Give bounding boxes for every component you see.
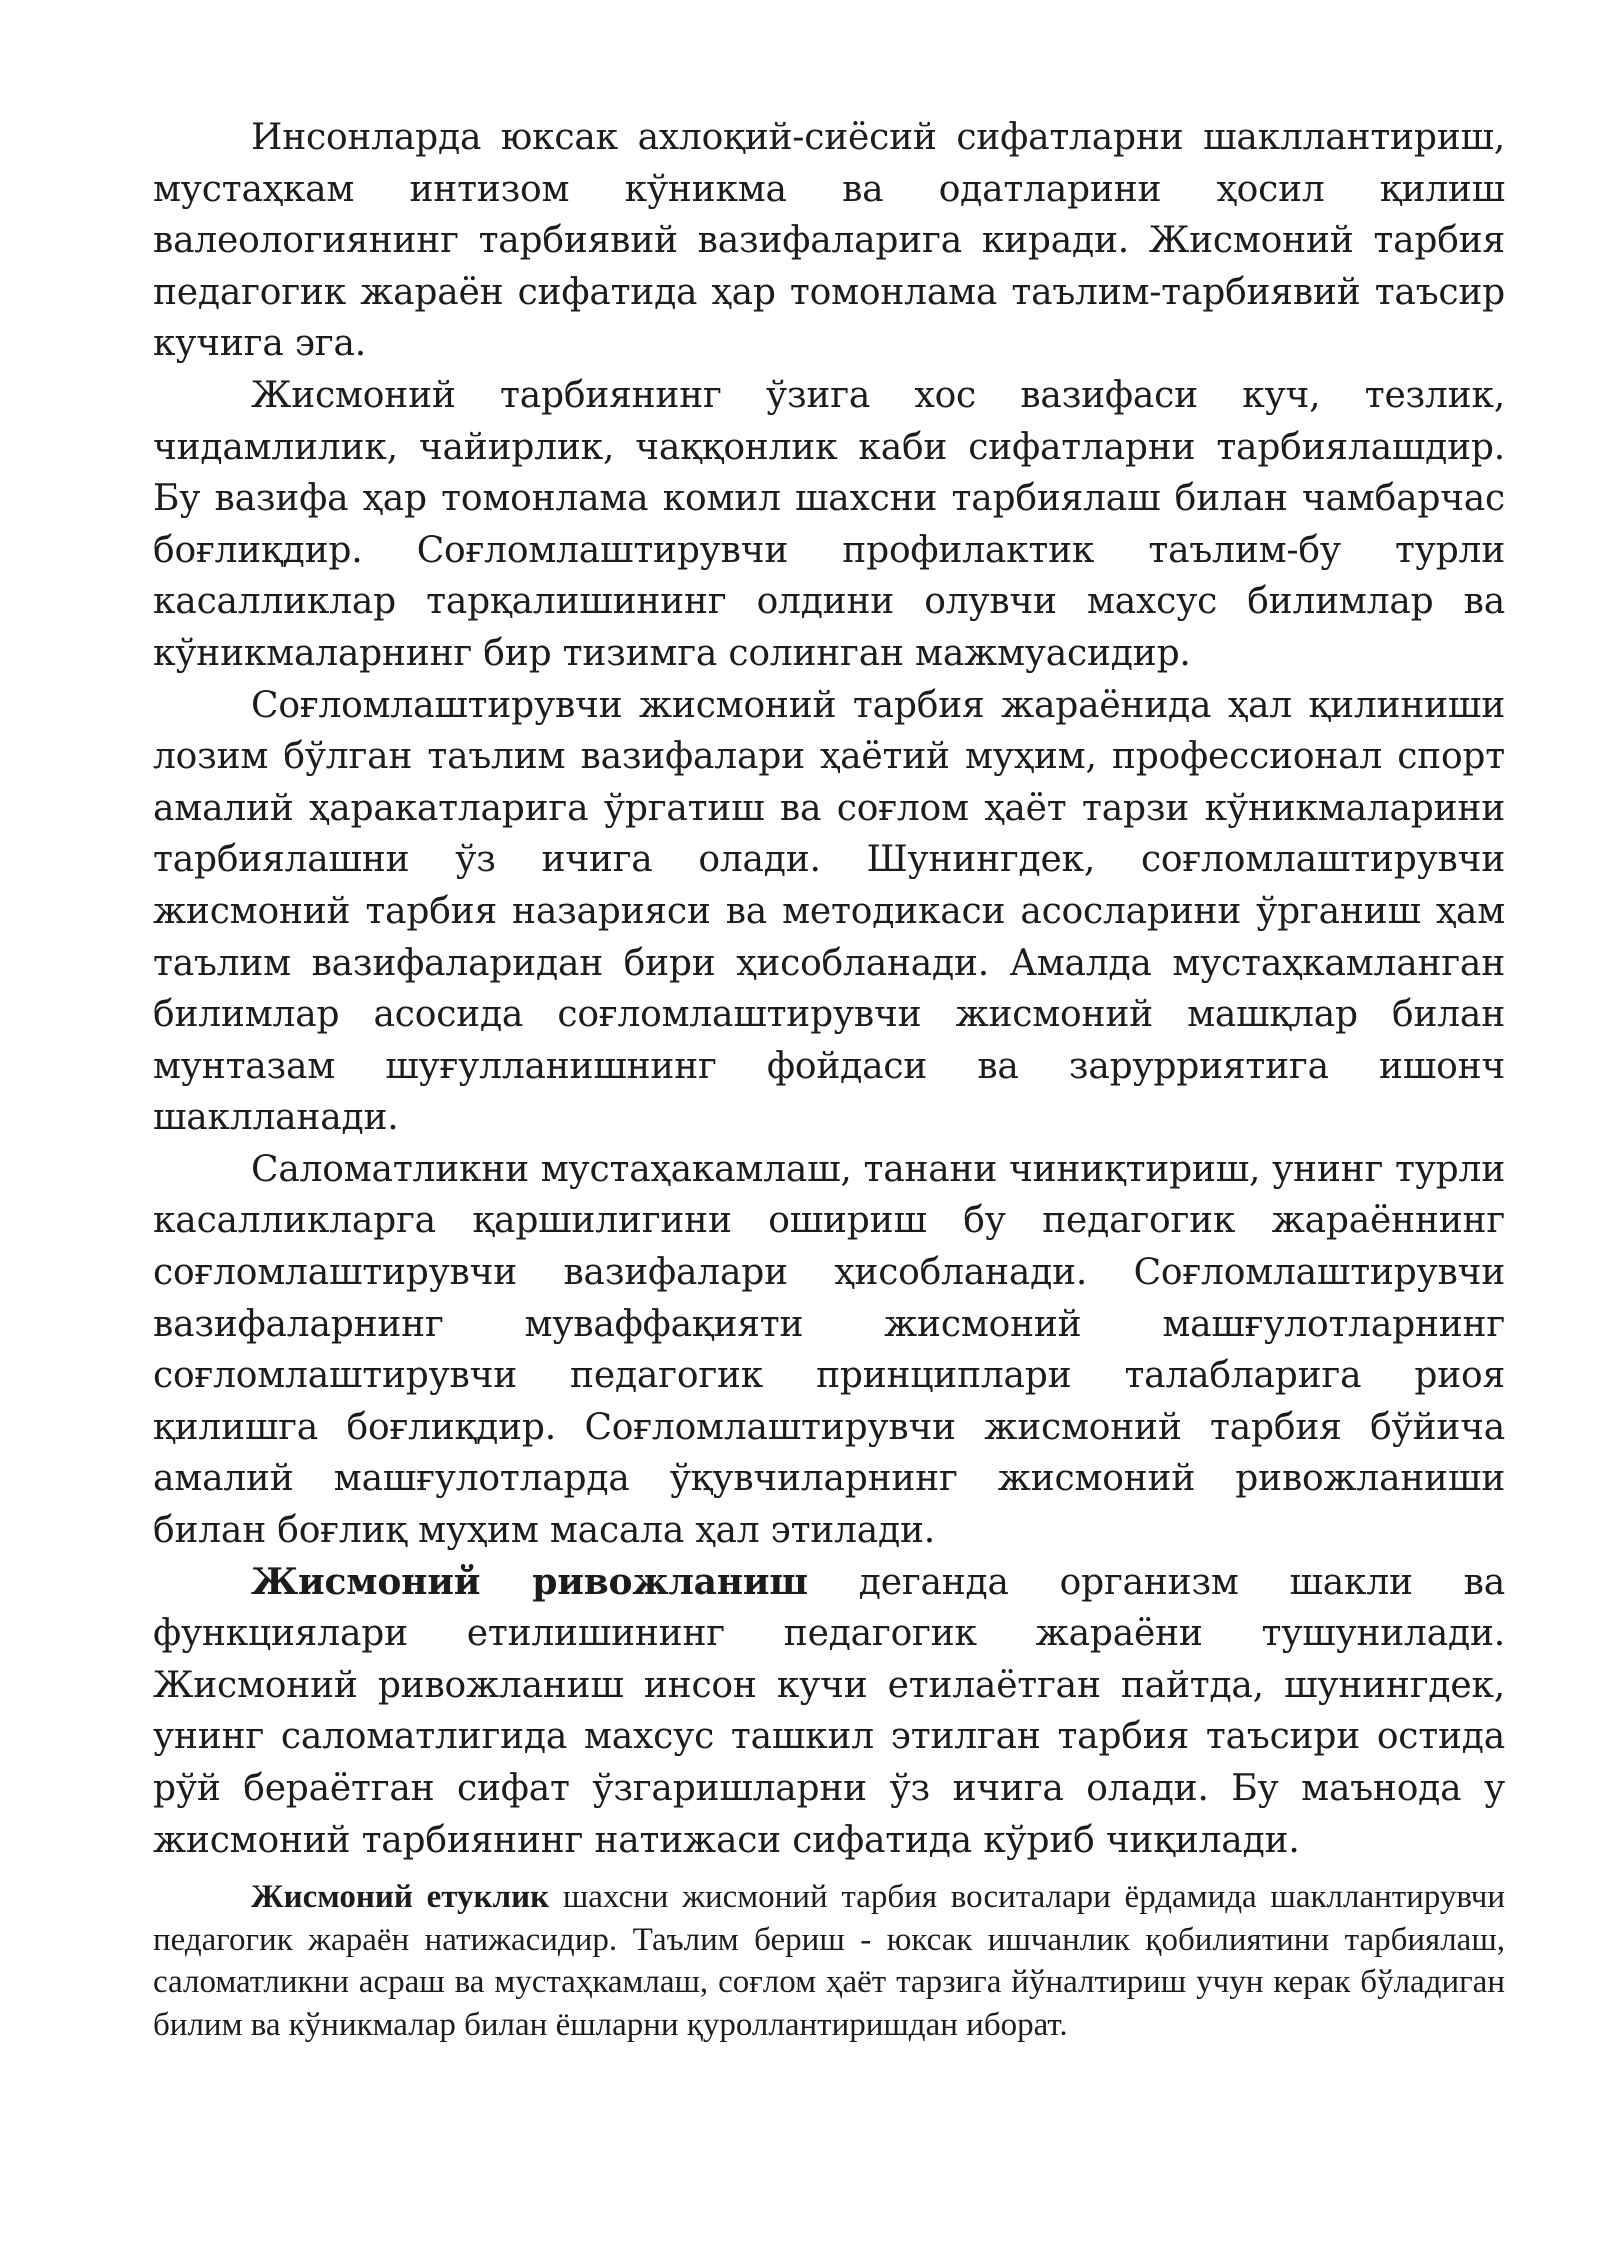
- paragraph-3: Соғломлаштирувчи жисмоний тарбия жараёнида ҳал қилиниши лозим бўлган таълим вазифалари ҳаётий муҳим, профессионал спорт амалий ҳаракатларига ўргатиш ва соғлом ҳаёт тарзи кўникмаларини тарбиялашни ўз ичига олади. Шунингдек, соғломлаштирувчи жисмоний тарбия назарияси ва методикаси асосларини ўрганиш ҳам таълим вазифаларидан бири ҳисобланади. Амалда мустаҳкамланган билимлар асосида соғломлаштирувчи жисмоний машқлар билан мунтазам шуғулланишнинг фойдаси ва зарурриятига ишонч шаклланади.: [153, 684, 1505, 1139]
- term-physical-maturity: Жисмоний етуклик: [251, 1879, 550, 1916]
- paragraph-1: Инсонларда юксак ахлоқий-сиёсий сифатларни шакллантириш, мустаҳкам интизом кўникма ва одатларини ҳосил қилиш валеологиянинг тарбиявий вазифаларига киради. Жисмоний тарбия педагогик жараён сифатида ҳар томонлама таълим-тарбиявий таъсир кучига эга.: [153, 117, 1505, 365]
- paragraph-2: Жисмоний тарбиянинг ўзига хос вазифаси куч, тезлик, чидамлилик, чайирлик, чаққонлик каби сифатларни тарбиялашдир. Бу вазифа ҳар томонлама комил шахсни тарбиялаш билан чамбарчас боғлиқдир. Соғломлаштирувчи профилактик таълим-бу турли касалликлар тарқалишининг олдини олувчи махсус билимлар ва кўникмаларнинг бир тизимга солинган мажмуасидир.: [153, 374, 1505, 674]
- paragraph-4: Саломатликни мустаҳакамлаш, танани чиниқтириш, унинг турли касалликларга қаршилигини ошириш бу педагогик жараённинг соғломлаштирувчи вазифалари ҳисобланади. Соғломлаштирувчи вазифаларнинг муваффақияти жисмоний машғулотларнинг соғломлаштирувчи педагогик принциплари талабларига риоя қилишга боғлиқдир. Соғломлаштирувчи жисмоний тарбия бўйича амалий машғулотларда ўқувчиларнинг жисмоний ривожланиши билан боғлиқ муҳим масала ҳал этилади.: [153, 1148, 1505, 1552]
- paragraph-5: [153, 1557, 1505, 1867]
- paragraph-5-body: деганда организм шакли ва функциялари етилишининг педагогик жараёни тушунилади. Жисмоний ривожланиш инсон кучи етилаётган пайтда, шунингдек, унинг саломатлигида махсус ташкил этилган тарбия таъсири остида рўй бераётган сифат ўзгаришларни ўз ичига олади. Бу маънода у жисмоний тарбиянинг натижаси сифатида кўриб чиқилади.: [153, 1561, 1505, 1861]
- paragraph-6-body: шахсни жисмоний тарбия воситалари ёрдамида шакллантирувчи педагогик жараён натижасидир. Таълим бериш - юксак ишчанлик қобилиятини тарбиялаш, саломатликни асраш ва мустаҳкамлаш, соғлом ҳаёт тарзига йўналтириш учун керак бўладиган билим ва кўникмалар билан ёшларни қуроллантиришдан иборат.: [153, 1879, 1505, 2043]
- document-page: [153, 112, 1505, 2046]
- term-physical-development: Жисмоний ривожланиш: [251, 1560, 808, 1603]
- paragraph-6: [153, 1876, 1505, 2046]
